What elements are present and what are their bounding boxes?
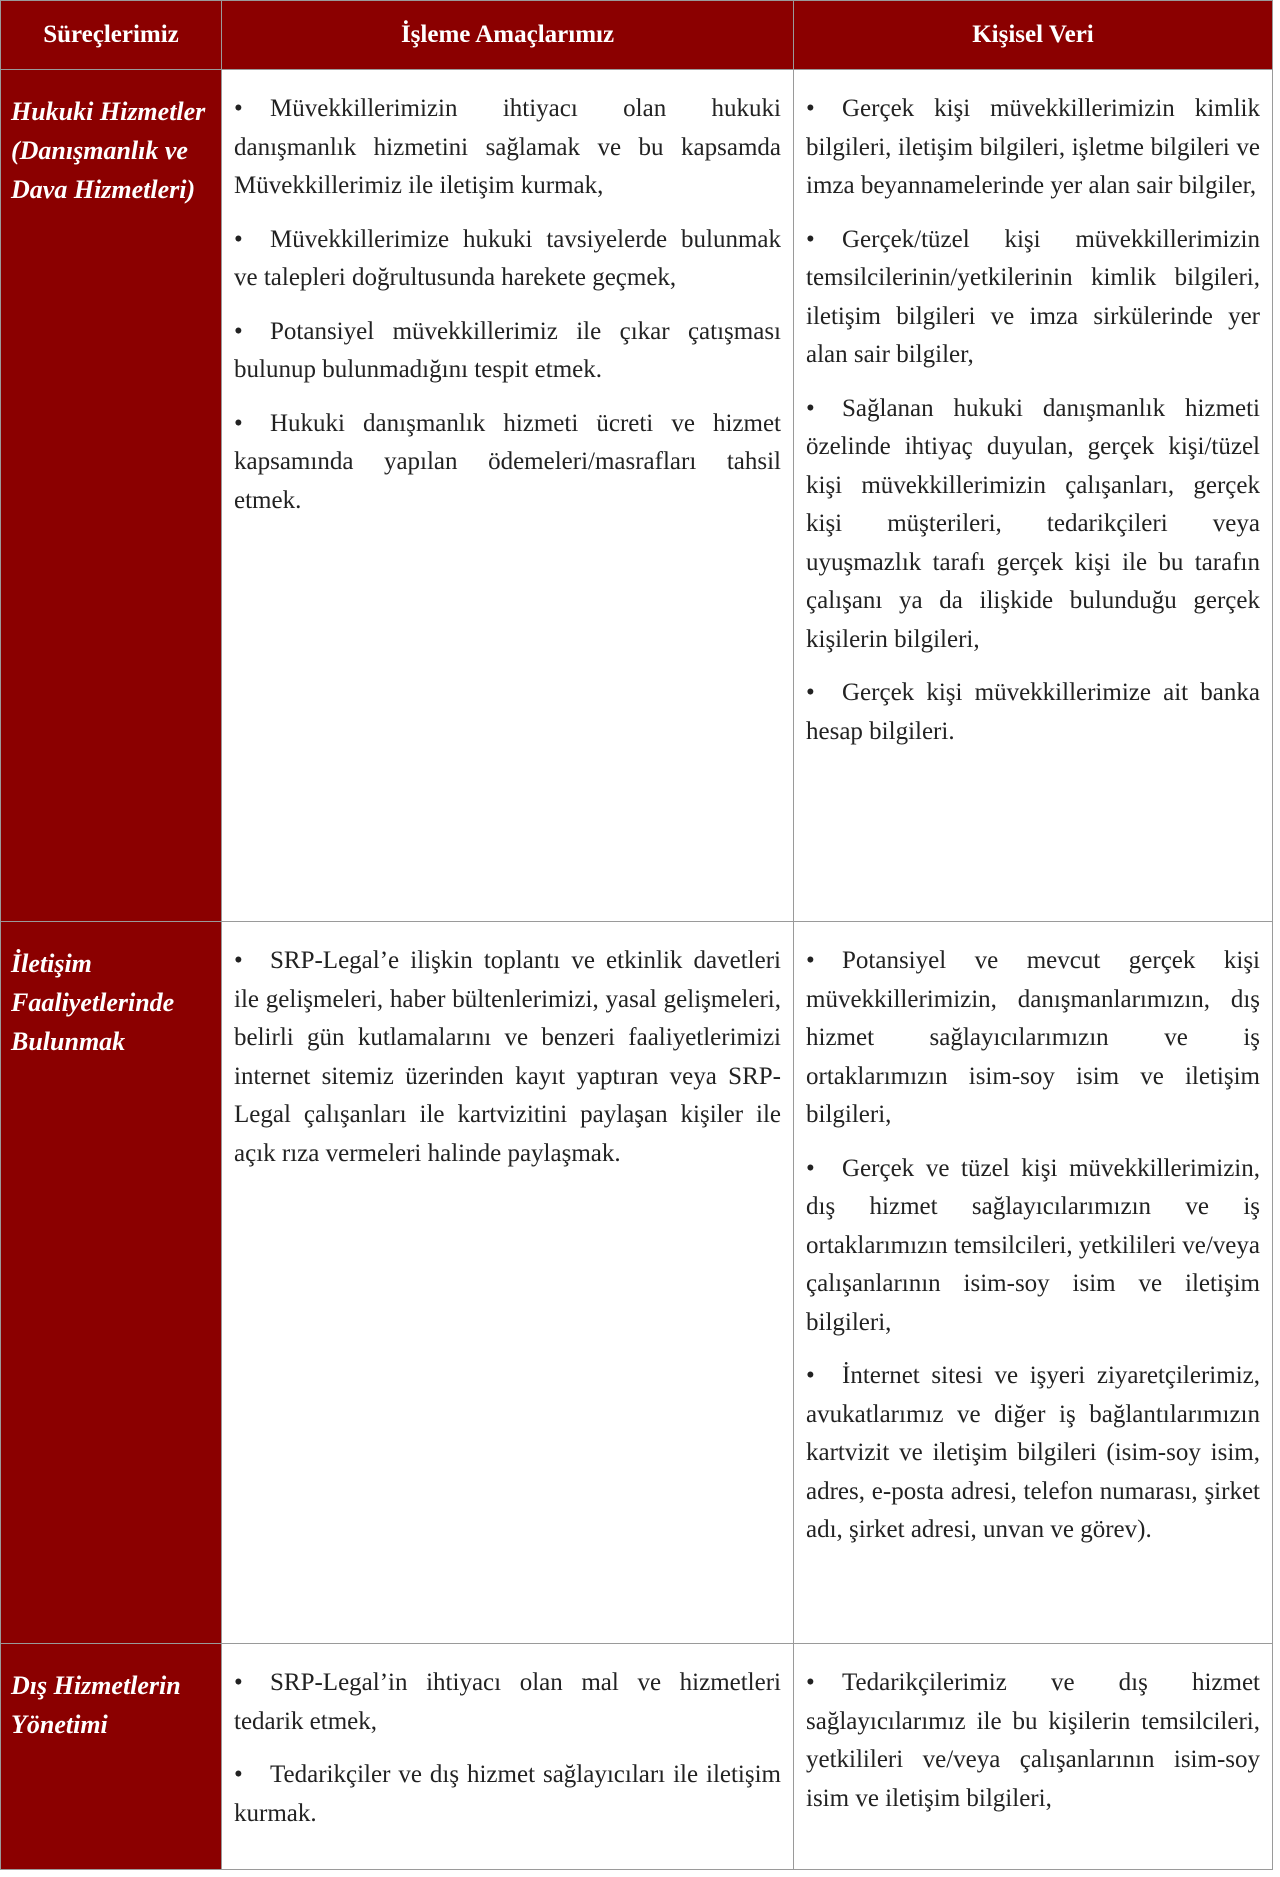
bullet-icon: • — [234, 947, 243, 974]
list-item — [234, 405, 781, 521]
list-item-text: Gerçek ve tüzel kişi müvekkillerimizin, dış hizmet sağlayıcılarımızın ve iş ortaklarımızın temsilcileri, yetkilileri ve/veya çalışanlarının isim-soy isim ve iletişim bilgileri, — [806, 1154, 1261, 1336]
purposes-cell — [222, 70, 794, 922]
list-item-text: Hukuki danışmanlık hizmeti ücreti ve hizmet kapsamında yapılan ödemeleri/masrafları tahsil etmek. — [234, 409, 781, 514]
bullet-icon: • — [806, 679, 815, 706]
header-processes: Süreçlerimiz — [1, 1, 222, 70]
personal-data-cell — [794, 922, 1273, 1644]
process-cell: Hukuki Hizmetler (Danışmanlık ve Dava Hizmetleri) — [1, 70, 222, 922]
process-cell: Dış Hizmetlerin Yönetimi — [1, 1644, 222, 1870]
list-item — [806, 221, 1260, 375]
table-header-row — [1, 1, 1273, 70]
purposes-cell — [222, 922, 794, 1644]
table-row — [1, 70, 1273, 922]
list-item — [806, 674, 1260, 751]
bullet-icon: • — [234, 317, 243, 345]
list-item-text: Gerçek kişi müvekkillerimizin kimlik bilgileri, iletişim bilgileri, işletme bilgileri ve imza beyannamelerinde yer alan sair bilgiler, — [806, 95, 1260, 199]
list-item — [806, 1357, 1260, 1550]
bullet-icon: • — [806, 394, 815, 422]
list-item — [806, 942, 1260, 1135]
header-personal-data: Kişisel Veri — [794, 1, 1273, 70]
list-item-text: Gerçek/tüzel kişi müvekkillerimizin temsilcilerinin/yetkilerinin kimlik bilgileri, iletişim bilgileri ve imza sirkülerinde yer alan sair bilgiler, — [806, 225, 1260, 368]
personal-data-cell — [794, 1644, 1273, 1870]
bullet-icon: • — [234, 1761, 243, 1788]
list-item — [234, 942, 781, 1173]
list-item — [234, 1756, 781, 1833]
bullet-icon: • — [234, 95, 243, 122]
bullet-icon: • — [806, 1154, 815, 1182]
bullet-icon: • — [234, 409, 243, 437]
list-item — [806, 1150, 1260, 1343]
table-row — [1, 922, 1273, 1644]
process-cell: İletişim Faaliyetlerinde Bulunmak — [1, 922, 222, 1644]
list-item-text: Tedarikçiler ve dış hizmet sağlayıcıları ile iletişim kurmak. — [234, 1761, 781, 1827]
list-item-text: Potansiyel müvekkillerimiz ile çıkar çatışması bulunup bulunmadığını tespit etmek. — [234, 317, 781, 383]
bullet-icon: • — [234, 225, 243, 253]
table-row — [1, 1644, 1273, 1870]
list-item — [806, 1664, 1260, 1818]
bullet-icon: • — [806, 1362, 815, 1389]
list-item — [806, 90, 1260, 206]
list-item — [234, 313, 781, 390]
list-item-text: Potansiyel ve mevcut gerçek kişi müvekkillerimizin, danışmanlarımızın, dış hizmet sağlayıcılarımızın ve iş ortaklarımızın isim-soy isim ve iletişim bilgileri, — [806, 947, 1260, 1128]
purposes-cell — [222, 1644, 794, 1870]
bullet-icon: • — [234, 1669, 243, 1696]
list-item — [234, 1664, 781, 1741]
personal-data-cell — [794, 70, 1273, 922]
list-item-text: SRP-Legal’in ihtiyacı olan mal ve hizmetleri tedarik etmek, — [234, 1669, 781, 1735]
bullet-icon: • — [806, 225, 815, 253]
bullet-icon: • — [806, 947, 815, 974]
list-item — [234, 90, 781, 206]
bullet-icon: • — [806, 1669, 815, 1696]
list-item-text: Müvekkillerimize hukuki tavsiyelerde bulunmak ve talepleri doğrultusunda harekete geçmek, — [234, 225, 781, 291]
list-item — [234, 221, 781, 298]
list-item-text: SRP-Legal’e ilişkin toplantı ve etkinlik davetleri ile gelişmeleri, haber bültenlerimizi, yasal gelişmeleri, belirli gün kutlamalarını ve benzeri faaliyetlerimizi internet sitemiz üzerinden kayıt yaptıran veya SRP-Legal çalışanları ile kartvizitini paylaşan kişiler ile açık rıza vermeleri halinde paylaşmak. — [234, 947, 781, 1167]
list-item — [806, 390, 1260, 660]
list-item-text: Müvekkillerimizin ihtiyacı olan hukuki danışmanlık hizmetini sağlamak ve bu kapsamda Müvekkillerimiz ile iletişim kurmak, — [234, 95, 781, 199]
bullet-icon: • — [806, 95, 815, 122]
list-item-text: Gerçek kişi müvekkillerimize ait banka hesap bilgileri. — [806, 679, 1260, 745]
header-purposes: İşleme Amaçlarımız — [222, 1, 794, 70]
list-item-text: İnternet sitesi ve işyeri ziyaretçilerimiz, avukatlarımız ve diğer iş bağlantılarımızın kartvizit ve iletişim bilgileri (isim-soy isim, adres, e-posta adresi, telefon numarası, şirket adı, şirket adresi, unvan ve görev). — [806, 1362, 1260, 1543]
list-item-text: Tedarikçilerimiz ve dış hizmet sağlayıcılarımız ile bu kişilerin temsilcileri, yetkilileri ve/veya çalışanlarının isim-soy isim ve iletişim bilgileri, — [806, 1669, 1260, 1812]
list-item-text: Sağlanan hukuki danışmanlık hizmeti özelinde ihtiyaç duyulan, gerçek kişi/tüzel kişi müvekkillerimizin çalışanları, gerçek kişi müşterileri, tedarikçileri veya uyuşmazlık tarafı gerçek kişi ile bu tarafın çalışanı ya da ilişkide bulunduğu gerçek kişilerin bilgileri, — [806, 394, 1260, 653]
